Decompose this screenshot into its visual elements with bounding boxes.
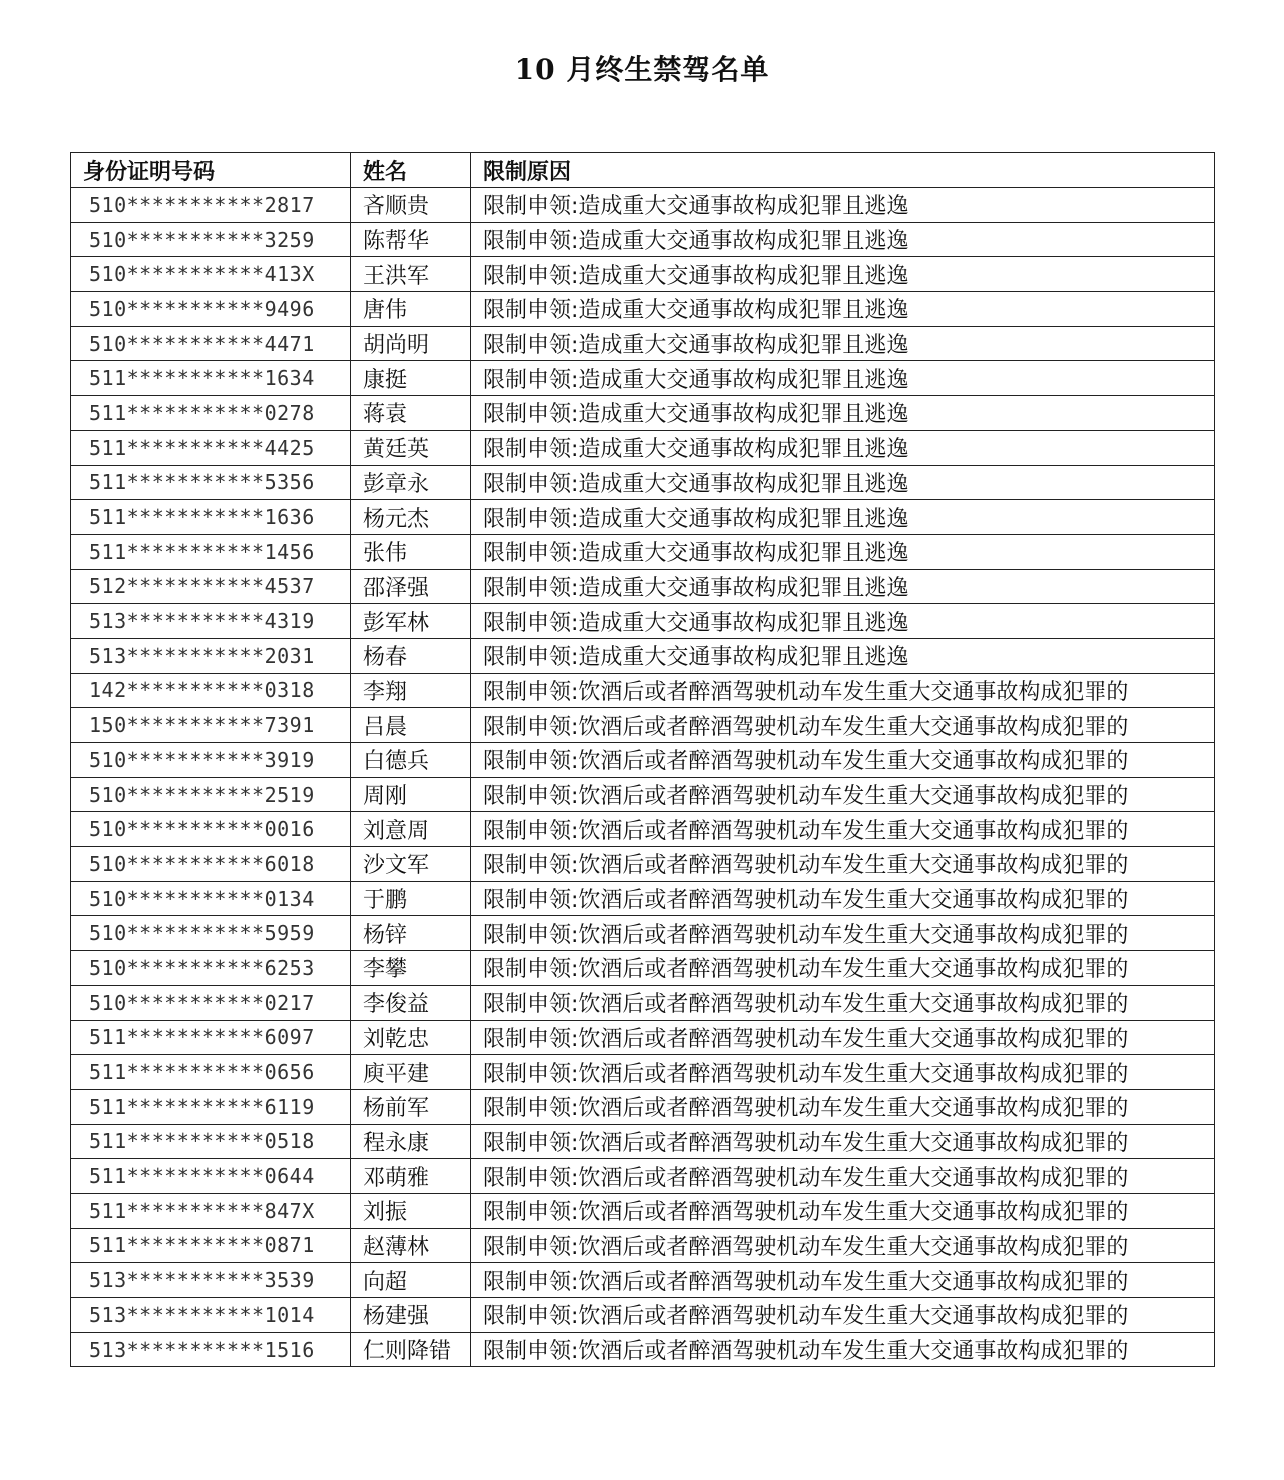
table-row bbox=[71, 1228, 1215, 1263]
name-cell: 杨元杰 bbox=[351, 500, 471, 535]
table-row bbox=[71, 222, 1215, 257]
id-cell: 510***********6253 bbox=[71, 951, 351, 986]
reason-cell: 限制申领:饮酒后或者醉酒驾驶机动车发生重大交通事故构成犯罪的 bbox=[471, 777, 1215, 812]
name-cell: 唐伟 bbox=[351, 292, 471, 327]
id-cell: 510***********0016 bbox=[71, 812, 351, 847]
reason-cell: 限制申领:饮酒后或者醉酒驾驶机动车发生重大交通事故构成犯罪的 bbox=[471, 1159, 1215, 1194]
column-header-reason: 限制原因 bbox=[471, 153, 1215, 188]
name-cell: 仁则降错 bbox=[351, 1332, 471, 1367]
name-cell: 李攀 bbox=[351, 951, 471, 986]
id-cell: 510***********0134 bbox=[71, 881, 351, 916]
reason-cell: 限制申领:造成重大交通事故构成犯罪且逃逸 bbox=[471, 569, 1215, 604]
table-row bbox=[71, 1055, 1215, 1090]
table-row bbox=[71, 1193, 1215, 1228]
id-cell: 511***********0656 bbox=[71, 1055, 351, 1090]
reason-cell: 限制申领:饮酒后或者醉酒驾驶机动车发生重大交通事故构成犯罪的 bbox=[471, 673, 1215, 708]
reason-cell: 限制申领:造成重大交通事故构成犯罪且逃逸 bbox=[471, 396, 1215, 431]
reason-cell: 限制申领:饮酒后或者醉酒驾驶机动车发生重大交通事故构成犯罪的 bbox=[471, 743, 1215, 778]
name-cell: 杨前军 bbox=[351, 1089, 471, 1124]
table-row bbox=[71, 673, 1215, 708]
name-cell: 刘乾忠 bbox=[351, 1020, 471, 1055]
reason-cell: 限制申领:饮酒后或者醉酒驾驶机动车发生重大交通事故构成犯罪的 bbox=[471, 1124, 1215, 1159]
id-cell: 510***********0217 bbox=[71, 985, 351, 1020]
name-cell: 李翔 bbox=[351, 673, 471, 708]
id-cell: 511***********1456 bbox=[71, 534, 351, 569]
id-cell: 511***********1634 bbox=[71, 361, 351, 396]
name-cell: 王洪军 bbox=[351, 257, 471, 292]
name-cell: 张伟 bbox=[351, 534, 471, 569]
table-row bbox=[71, 1298, 1215, 1333]
name-cell: 邵泽强 bbox=[351, 569, 471, 604]
reason-cell: 限制申领:造成重大交通事故构成犯罪且逃逸 bbox=[471, 500, 1215, 535]
name-cell: 杨建强 bbox=[351, 1298, 471, 1333]
table-row bbox=[71, 708, 1215, 743]
table-row bbox=[71, 361, 1215, 396]
name-cell: 刘意周 bbox=[351, 812, 471, 847]
reason-cell: 限制申领:造成重大交通事故构成犯罪且逃逸 bbox=[471, 638, 1215, 673]
name-cell: 蒋袁 bbox=[351, 396, 471, 431]
reason-cell: 限制申领:造成重大交通事故构成犯罪且逃逸 bbox=[471, 534, 1215, 569]
ban-list-table bbox=[70, 152, 1215, 1367]
name-cell: 向超 bbox=[351, 1263, 471, 1298]
table-row bbox=[71, 916, 1215, 951]
id-cell: 510***********5959 bbox=[71, 916, 351, 951]
table-row bbox=[71, 812, 1215, 847]
table-body bbox=[71, 188, 1215, 1367]
table-row bbox=[71, 1332, 1215, 1367]
reason-cell: 限制申领:饮酒后或者醉酒驾驶机动车发生重大交通事故构成犯罪的 bbox=[471, 951, 1215, 986]
table-row bbox=[71, 1020, 1215, 1055]
reason-cell: 限制申领:造成重大交通事故构成犯罪且逃逸 bbox=[471, 430, 1215, 465]
column-header-id: 身份证明号码 bbox=[71, 153, 351, 188]
reason-cell: 限制申领:造成重大交通事故构成犯罪且逃逸 bbox=[471, 188, 1215, 223]
reason-cell: 限制申领:造成重大交通事故构成犯罪且逃逸 bbox=[471, 222, 1215, 257]
table-row bbox=[71, 257, 1215, 292]
id-cell: 513***********2031 bbox=[71, 638, 351, 673]
table-row bbox=[71, 985, 1215, 1020]
table-row bbox=[71, 430, 1215, 465]
id-cell: 513***********3539 bbox=[71, 1263, 351, 1298]
name-cell: 彭军林 bbox=[351, 604, 471, 639]
reason-cell: 限制申领:饮酒后或者醉酒驾驶机动车发生重大交通事故构成犯罪的 bbox=[471, 847, 1215, 882]
id-cell: 513***********4319 bbox=[71, 604, 351, 639]
reason-cell: 限制申领:饮酒后或者醉酒驾驶机动车发生重大交通事故构成犯罪的 bbox=[471, 1263, 1215, 1298]
table-row bbox=[71, 951, 1215, 986]
reason-cell: 限制申领:饮酒后或者醉酒驾驶机动车发生重大交通事故构成犯罪的 bbox=[471, 1055, 1215, 1090]
name-cell: 康挺 bbox=[351, 361, 471, 396]
reason-cell: 限制申领:饮酒后或者醉酒驾驶机动车发生重大交通事故构成犯罪的 bbox=[471, 916, 1215, 951]
table-row bbox=[71, 847, 1215, 882]
reason-cell: 限制申领:饮酒后或者醉酒驾驶机动车发生重大交通事故构成犯罪的 bbox=[471, 985, 1215, 1020]
id-cell: 150***********7391 bbox=[71, 708, 351, 743]
table-row bbox=[71, 1263, 1215, 1298]
name-cell: 黄廷英 bbox=[351, 430, 471, 465]
id-cell: 511***********847X bbox=[71, 1193, 351, 1228]
id-cell: 511***********0278 bbox=[71, 396, 351, 431]
name-cell: 邓萌雅 bbox=[351, 1159, 471, 1194]
table-row bbox=[71, 1159, 1215, 1194]
table-row bbox=[71, 292, 1215, 327]
reason-cell: 限制申领:造成重大交通事故构成犯罪且逃逸 bbox=[471, 292, 1215, 327]
name-cell: 刘振 bbox=[351, 1193, 471, 1228]
reason-cell: 限制申领:饮酒后或者醉酒驾驶机动车发生重大交通事故构成犯罪的 bbox=[471, 1332, 1215, 1367]
table-row bbox=[71, 604, 1215, 639]
table-row bbox=[71, 326, 1215, 361]
reason-cell: 限制申领:饮酒后或者醉酒驾驶机动车发生重大交通事故构成犯罪的 bbox=[471, 1193, 1215, 1228]
table-row bbox=[71, 500, 1215, 535]
id-cell: 511***********4425 bbox=[71, 430, 351, 465]
id-cell: 511***********5356 bbox=[71, 465, 351, 500]
table-row bbox=[71, 188, 1215, 223]
id-cell: 511***********6119 bbox=[71, 1089, 351, 1124]
reason-cell: 限制申领:饮酒后或者醉酒驾驶机动车发生重大交通事故构成犯罪的 bbox=[471, 881, 1215, 916]
id-cell: 510***********3919 bbox=[71, 743, 351, 778]
table-row bbox=[71, 777, 1215, 812]
reason-cell: 限制申领:饮酒后或者醉酒驾驶机动车发生重大交通事故构成犯罪的 bbox=[471, 708, 1215, 743]
reason-cell: 限制申领:造成重大交通事故构成犯罪且逃逸 bbox=[471, 361, 1215, 396]
reason-cell: 限制申领:饮酒后或者醉酒驾驶机动车发生重大交通事故构成犯罪的 bbox=[471, 1020, 1215, 1055]
table-row bbox=[71, 743, 1215, 778]
table-row bbox=[71, 1089, 1215, 1124]
name-cell: 于鹏 bbox=[351, 881, 471, 916]
reason-cell: 限制申领:造成重大交通事故构成犯罪且逃逸 bbox=[471, 465, 1215, 500]
reason-cell: 限制申领:造成重大交通事故构成犯罪且逃逸 bbox=[471, 326, 1215, 361]
name-cell: 李俊益 bbox=[351, 985, 471, 1020]
name-cell: 吝顺贵 bbox=[351, 188, 471, 223]
table-row bbox=[71, 465, 1215, 500]
table-row bbox=[71, 396, 1215, 431]
name-cell: 彭章永 bbox=[351, 465, 471, 500]
name-cell: 杨春 bbox=[351, 638, 471, 673]
id-cell: 511***********6097 bbox=[71, 1020, 351, 1055]
id-cell: 510***********3259 bbox=[71, 222, 351, 257]
table-row bbox=[71, 638, 1215, 673]
table-row bbox=[71, 534, 1215, 569]
name-cell: 周刚 bbox=[351, 777, 471, 812]
reason-cell: 限制申领:造成重大交通事故构成犯罪且逃逸 bbox=[471, 604, 1215, 639]
name-cell: 吕晨 bbox=[351, 708, 471, 743]
id-cell: 510***********2817 bbox=[71, 188, 351, 223]
column-header-name: 姓名 bbox=[351, 153, 471, 188]
id-cell: 511***********0644 bbox=[71, 1159, 351, 1194]
name-cell: 胡尚明 bbox=[351, 326, 471, 361]
name-cell: 赵薄林 bbox=[351, 1228, 471, 1263]
id-cell: 513***********1014 bbox=[71, 1298, 351, 1333]
id-cell: 513***********1516 bbox=[71, 1332, 351, 1367]
name-cell: 程永康 bbox=[351, 1124, 471, 1159]
name-cell: 陈帮华 bbox=[351, 222, 471, 257]
id-cell: 510***********9496 bbox=[71, 292, 351, 327]
table-row bbox=[71, 1124, 1215, 1159]
id-cell: 511***********0871 bbox=[71, 1228, 351, 1263]
name-cell: 庾平建 bbox=[351, 1055, 471, 1090]
table-row bbox=[71, 569, 1215, 604]
id-cell: 510***********2519 bbox=[71, 777, 351, 812]
reason-cell: 限制申领:造成重大交通事故构成犯罪且逃逸 bbox=[471, 257, 1215, 292]
reason-cell: 限制申领:饮酒后或者醉酒驾驶机动车发生重大交通事故构成犯罪的 bbox=[471, 812, 1215, 847]
table-row bbox=[71, 881, 1215, 916]
reason-cell: 限制申领:饮酒后或者醉酒驾驶机动车发生重大交通事故构成犯罪的 bbox=[471, 1228, 1215, 1263]
id-cell: 510***********6018 bbox=[71, 847, 351, 882]
id-cell: 512***********4537 bbox=[71, 569, 351, 604]
id-cell: 511***********0518 bbox=[71, 1124, 351, 1159]
name-cell: 杨锌 bbox=[351, 916, 471, 951]
id-cell: 511***********1636 bbox=[71, 500, 351, 535]
name-cell: 白德兵 bbox=[351, 743, 471, 778]
table-header-row bbox=[71, 153, 1215, 188]
id-cell: 510***********413X bbox=[71, 257, 351, 292]
id-cell: 142***********0318 bbox=[71, 673, 351, 708]
name-cell: 沙文军 bbox=[351, 847, 471, 882]
page-title: 10 月终生禁驾名单 bbox=[514, 53, 770, 86]
reason-cell: 限制申领:饮酒后或者醉酒驾驶机动车发生重大交通事故构成犯罪的 bbox=[471, 1089, 1215, 1124]
id-cell: 510***********4471 bbox=[71, 326, 351, 361]
reason-cell: 限制申领:饮酒后或者醉酒驾驶机动车发生重大交通事故构成犯罪的 bbox=[471, 1298, 1215, 1333]
